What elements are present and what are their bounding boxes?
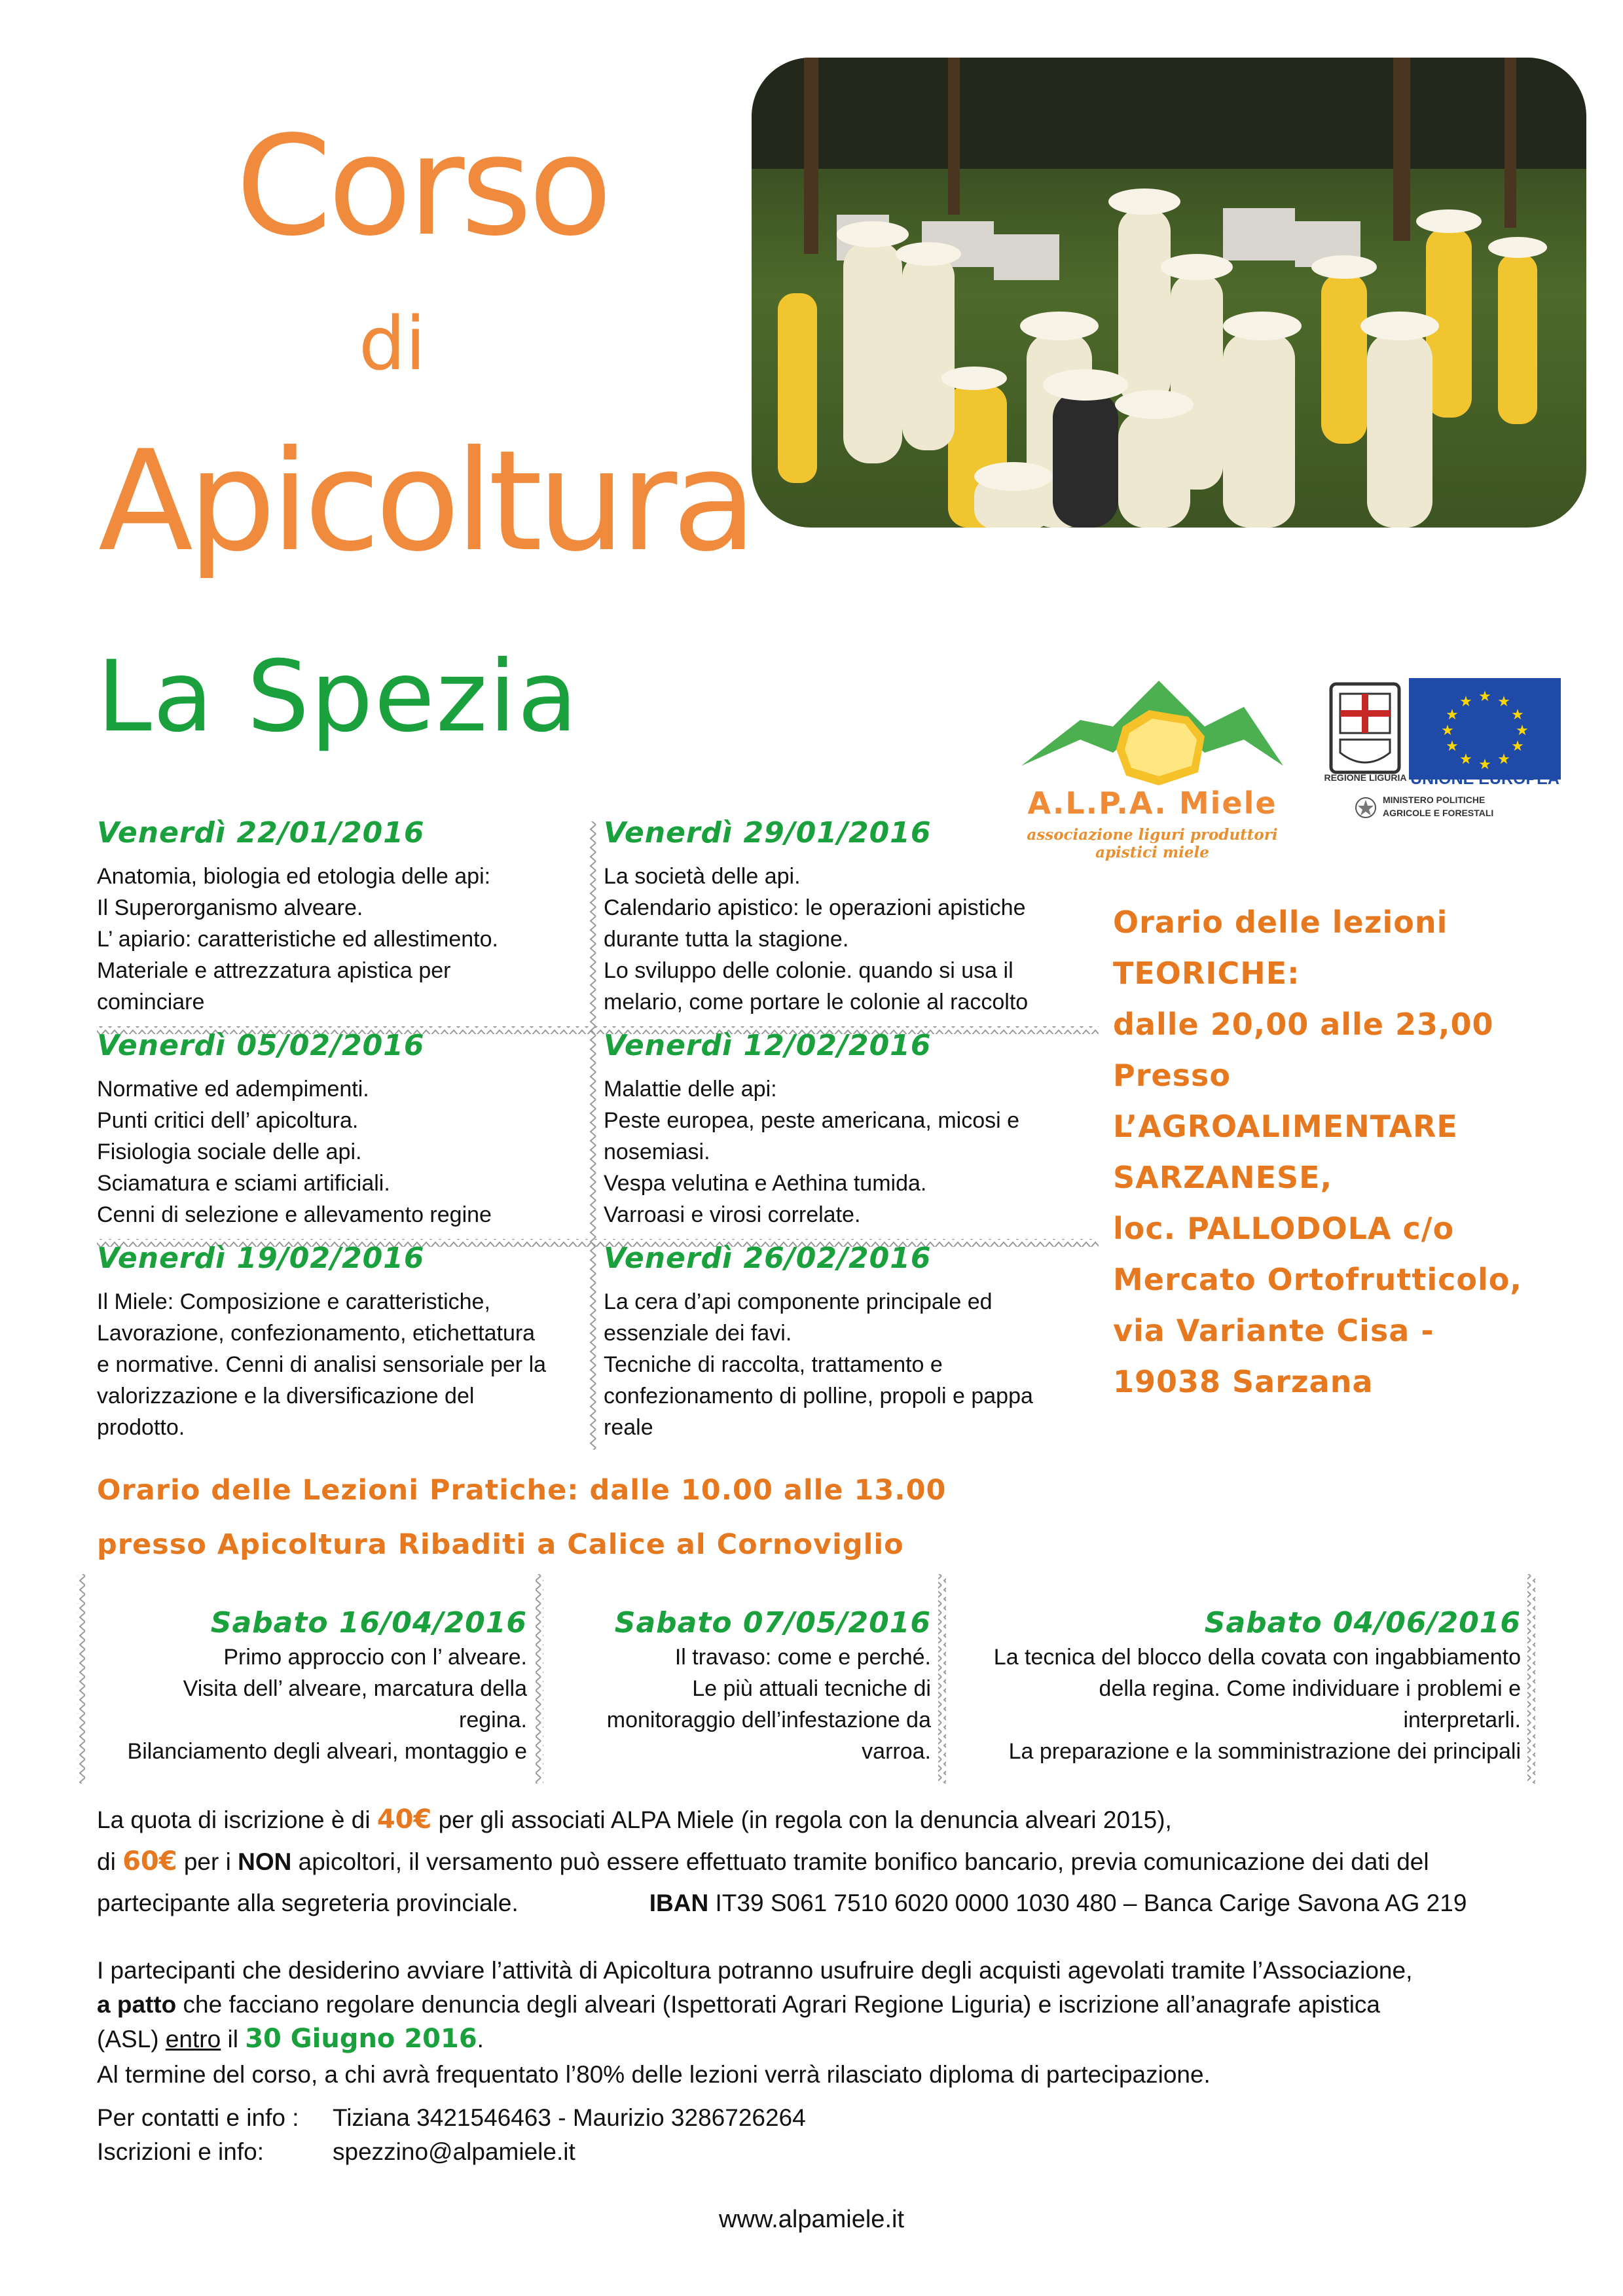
orario-line4: Presso (1113, 1058, 1231, 1093)
orario-teoriche (1113, 897, 1522, 1407)
lesson-3-line4: Sciamatura e sciami artificiali. (97, 1171, 390, 1196)
practical-session-3-line2: della regina. Come individuare i problemi e (1099, 1676, 1521, 1701)
lesson-5-line3: e normative. Cenni di analisi sensoriale per la (97, 1352, 547, 1377)
lesson-6-line5: reale (604, 1415, 653, 1440)
lesson-4-line3: nosemiasi. (604, 1139, 710, 1164)
svg-text:★: ★ (1446, 738, 1459, 755)
practical-session-2-line4: varroa. (862, 1739, 931, 1764)
practical-session-1-line2: Visita dell’ alveare, marcatura della (183, 1676, 527, 1701)
notice-entro: entro (165, 2026, 221, 2053)
lesson-1 (97, 815, 498, 1018)
lesson-2-date: Venerdì 29/01/2016 (604, 816, 932, 850)
pratiche-orario: Orario delle Lezioni Pratiche: dalle 10.00 alle 13.00 (97, 1474, 947, 1507)
contacts (97, 2101, 806, 2169)
orario-line2: TEORICHE: (1113, 956, 1300, 991)
lesson-3-line1: Normative ed adempimenti. (97, 1077, 369, 1102)
lesson-5-line2: Lavorazione, confezionamento, etichettatura (97, 1321, 536, 1346)
svg-text:★: ★ (1516, 723, 1529, 739)
lesson-4-line5: Varroasi e virosi correlate. (604, 1202, 861, 1227)
notice-bold: a patto (97, 1991, 177, 2018)
title-di: di (359, 302, 426, 387)
lesson-4-line1: Malattie delle api: (604, 1077, 777, 1102)
lesson-6 (604, 1240, 1033, 1443)
practical-session-3-line3: interpretarli. (1403, 1708, 1521, 1732)
notice-text: . (477, 2026, 484, 2053)
notice-text: il (221, 2026, 246, 2053)
lesson-4 (604, 1028, 1019, 1230)
svg-text:★: ★ (1478, 689, 1491, 705)
iban-label: IBAN (649, 1890, 709, 1916)
orario-line10: 19038 Sarzana (1113, 1364, 1374, 1399)
lesson-3-date: Venerdì 05/02/2016 (97, 1029, 425, 1062)
practical-session-1-date: Sabato 16/04/2016 (210, 1606, 527, 1640)
location-title: La Spezia (97, 640, 579, 754)
lesson-5-date: Venerdì 19/02/2016 (97, 1242, 425, 1275)
contacts-phones: Tiziana 3421546463 - Maurizio 3286726264 (333, 2104, 806, 2131)
svg-text:★: ★ (1497, 751, 1510, 768)
practical-session-2-line3: monitoraggio dell’infestazione da (606, 1708, 931, 1732)
fees-text: apicoltori, il versamento può essere effettuato tramite bonifico bancario, previa comunicazione dei dati del (291, 1848, 1429, 1875)
svg-text:★: ★ (1459, 751, 1472, 768)
fees-text: per gli associati ALPA Miele (in regola con la denuncia alveari 2015), (431, 1806, 1172, 1833)
lesson-4-line4: Vespa velutina e Aethina tumida. (604, 1171, 927, 1196)
orario-line8: Mercato Ortofrutticolo, (1113, 1262, 1522, 1297)
svg-text:★: ★ (1511, 707, 1524, 723)
fee-non-apicoltori: 60€ (122, 1846, 177, 1876)
lesson-2-line3: durante tutta la stagione. (604, 927, 849, 952)
lesson-1-line5: cominciare (97, 990, 205, 1014)
lesson-4-line2: Peste europea, peste americana, micosi e (604, 1108, 1020, 1133)
lesson-6-line2: essenziale dei favi. (604, 1321, 792, 1346)
contacts-email[interactable]: spezzino@alpamiele.it (333, 2138, 575, 2165)
svg-text:★: ★ (1441, 723, 1454, 739)
lesson-4-date: Venerdì 12/02/2016 (604, 1029, 932, 1062)
orario-line7: loc. PALLODOLA c/o (1113, 1211, 1455, 1246)
fees-line3 (97, 1882, 1467, 1924)
ministero-label-line1: MINISTERO POLITICHE (1383, 795, 1486, 805)
lesson-1-line2: Il Superorganismo alveare. (97, 895, 363, 920)
orario-line3: dalle 20,00 alle 23,00 (1113, 1007, 1494, 1042)
contacts-label: Per contatti e info : (97, 2104, 299, 2131)
orario-line6: SARZANESE, (1113, 1160, 1333, 1195)
practical-session-2-line2: Le più attuali tecniche di (692, 1676, 931, 1701)
unione-europea-label: UNIONE EUROPEA (1410, 770, 1559, 788)
fees-text: partecipante alla segreteria provinciale. (97, 1890, 519, 1916)
practical-session-2-date: Sabato 07/05/2016 (614, 1606, 931, 1640)
practical-session-2 (550, 1605, 931, 1783)
lesson-5-line5: prodotto. (97, 1415, 185, 1440)
lesson-5-line4: valorizzazione e la diversificazione del (97, 1384, 475, 1408)
website-link[interactable]: www.alpamiele.it (719, 2206, 904, 2233)
svg-text:★: ★ (1511, 738, 1524, 755)
lesson-2-line1: La società delle api. (604, 864, 801, 889)
lesson-6-line3: Tecniche di raccolta, trattamento e (604, 1352, 943, 1377)
lesson-2-line5: melario, come portare le colonie al raccolto (604, 990, 1029, 1014)
orario-line1: Orario delle lezioni (1113, 905, 1448, 940)
notice-line1: I partecipanti che desiderino avviare l’attività di Apicoltura potranno usufruire degli acquisti agevolati tramite l’Associazione, (97, 1957, 1413, 1984)
title-apicoltura: Apicoltura (98, 420, 752, 582)
practical-session-3-line4: La preparazione e la somministrazione dei principali (1008, 1739, 1521, 1764)
title-corso: Corso (236, 106, 609, 266)
lesson-5-line1: Il Miele: Composizione e caratteristiche, (97, 1289, 490, 1314)
lesson-3 (97, 1028, 492, 1230)
orario-line9: via Variante Cisa - (1113, 1313, 1434, 1348)
practical-session-1-line1: Primo approccio con l’ alveare. (223, 1645, 527, 1670)
fees-non: NON (238, 1848, 292, 1875)
alpa-miele-subtitle: associazione liguri produttori apistici miele (1027, 826, 1278, 861)
lesson-1-line4: Materiale e attrezzatura apistica per (97, 958, 451, 983)
lesson-2-line2: Calendario apistico: le operazioni apistiche (604, 895, 1026, 920)
lesson-6-date: Venerdì 26/02/2016 (604, 1242, 932, 1275)
iban-value: IT39 S061 7510 6020 0000 1030 480 – Banca Carige Savona AG 219 (708, 1890, 1467, 1916)
practical-session-2-line1: Il travaso: come e perché. (674, 1645, 931, 1670)
fees-text: La quota di iscrizione è di (97, 1806, 377, 1833)
lesson-1-date: Venerdì 22/01/2016 (97, 816, 425, 850)
practical-session-1 (92, 1605, 527, 1783)
alpa-miele-name: A.L.P.A. Miele (1027, 785, 1277, 821)
lesson-2-line4: Lo sviluppo delle colonie. quando si usa il (604, 958, 1013, 983)
lesson-1-line3: L’ apiario: caratteristiche ed allestimento. (97, 927, 498, 952)
lesson-6-line4: confezionamento di polline, propoli e pappa (604, 1384, 1033, 1408)
svg-text:★: ★ (1446, 707, 1459, 723)
practical-session-3-date: Sabato 04/06/2016 (1204, 1606, 1521, 1640)
svg-text:★: ★ (1478, 757, 1491, 773)
fee-associati: 40€ (376, 1804, 432, 1835)
fees-text: per i (177, 1848, 238, 1875)
practical-session-3-line1: La tecnica del blocco della covata con ingabbiamento (993, 1645, 1521, 1670)
notice-line2 (97, 1988, 1380, 2022)
regione-liguria-label: REGIONE LIGURIA (1324, 772, 1407, 783)
fees-text: di (97, 1848, 123, 1875)
lesson-3-line2: Punti critici dell’ apicoltura. (97, 1108, 359, 1133)
notice-deadline: 30 Giugno 2016 (245, 2024, 477, 2054)
practical-session-1-line3: regina. (459, 1708, 527, 1732)
svg-text:★: ★ (1459, 694, 1472, 710)
lesson-5 (97, 1240, 546, 1443)
lesson-3-line3: Fisiologia sociale delle api. (97, 1139, 362, 1164)
lesson-6-line1: La cera d’api componente principale ed (604, 1289, 993, 1314)
lesson-3-line5: Cenni di selezione e allevamento regine (97, 1202, 492, 1227)
notice-line3 (97, 2022, 484, 2056)
svg-text:★: ★ (1497, 694, 1510, 710)
practical-session-3 (953, 1605, 1521, 1783)
fees-line2 (97, 1840, 1429, 1883)
lesson-1-line1: Anatomia, biologia ed etologia delle api: (97, 864, 491, 889)
iscrizioni-label: Iscrizioni e info: (97, 2138, 264, 2165)
orario-line5: L’AGROALIMENTARE (1113, 1109, 1458, 1144)
fees-line1 (97, 1799, 1172, 1841)
pratiche-luogo: presso Apicoltura Ribaditi a Calice al Cornoviglio (97, 1528, 904, 1561)
practical-session-1-line4: Bilanciamento degli alveari, montaggio e (127, 1739, 527, 1764)
notice-line4: Al termine del corso, a chi avrà frequentato l’80% delle lezioni verrà rilasciato diploma di partecipazione. (97, 2061, 1211, 2088)
ministero-label-line2: AGRICOLE E FORESTALI (1383, 808, 1494, 818)
notice-text: (ASL) (97, 2026, 166, 2053)
notice-text: che facciano regolare denuncia degli alveari (Ispettorati Agrari Regione Liguria) e iscrizione all’anagrafe apistica (176, 1991, 1380, 2018)
lesson-2 (604, 815, 1028, 1018)
